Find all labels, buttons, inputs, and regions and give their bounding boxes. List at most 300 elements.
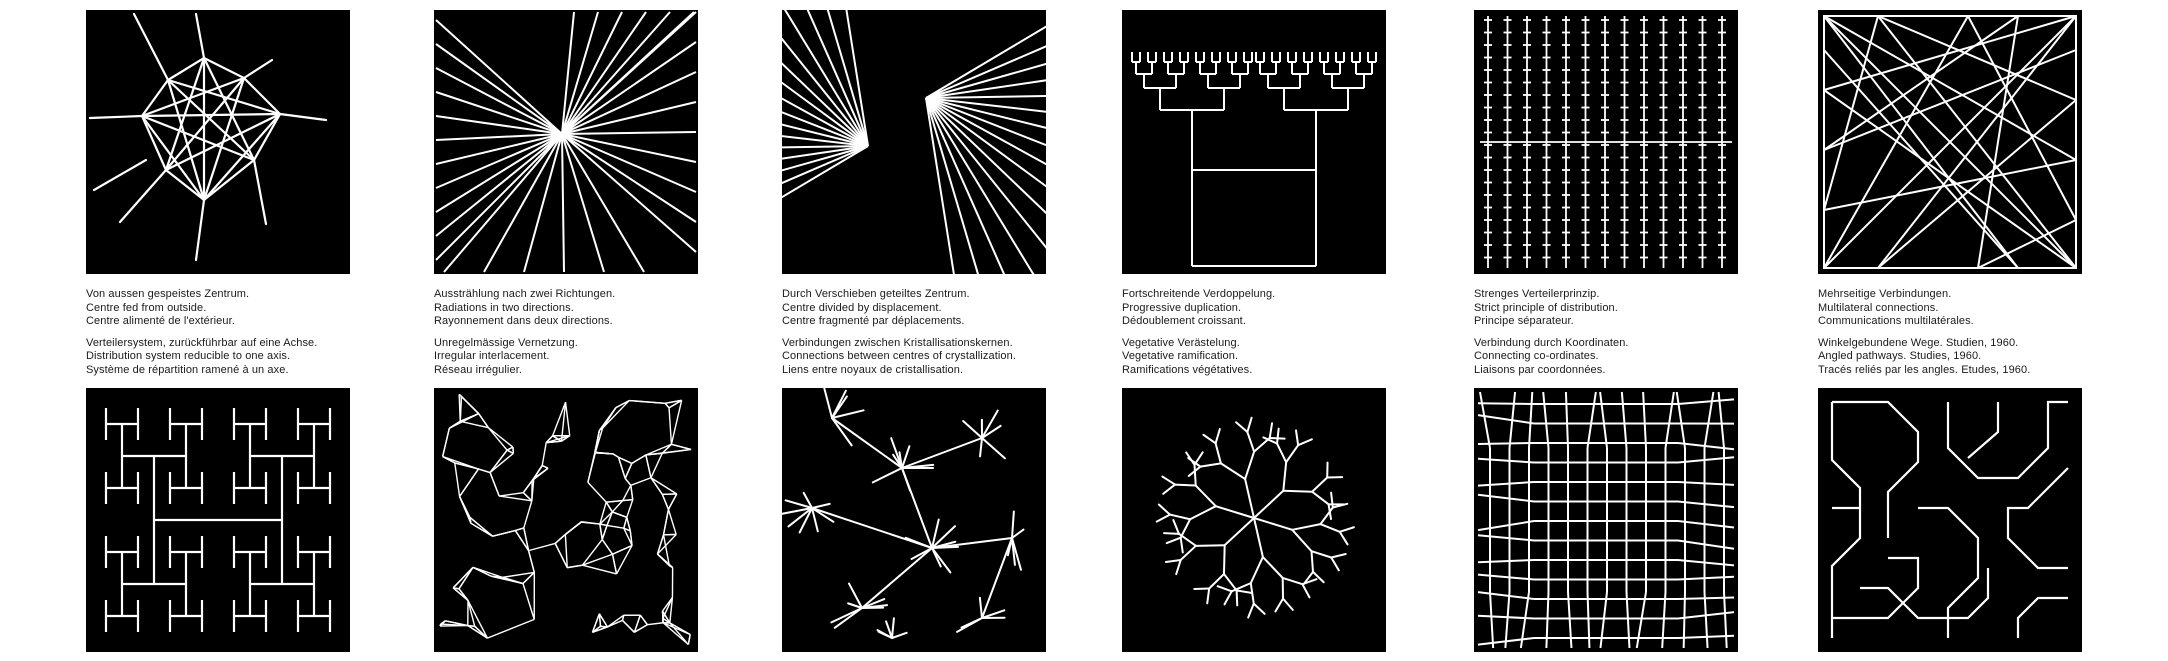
caption-line: Réseau irrégulier. [434, 363, 523, 376]
caption-line: Centre fed from outside. [86, 301, 207, 314]
net-line [625, 463, 632, 478]
ray-line [562, 132, 696, 134]
coord-line [1478, 482, 1534, 486]
ramification-line [1224, 574, 1237, 590]
net-line [612, 554, 616, 574]
coord-line [1478, 443, 1534, 444]
caption-col-4 [1122, 288, 1422, 377]
coord-line [1546, 592, 1548, 648]
caption-line: Multilateral connections. [1818, 301, 1939, 314]
net-line [623, 500, 633, 501]
caption-line: Centre alimenté de l'extérieur. [86, 315, 235, 327]
coord-line [1678, 597, 1734, 599]
caption-line: Ramifications végétatives. [1122, 363, 1253, 376]
ramification-line [1164, 533, 1179, 534]
net-line [627, 517, 631, 530]
angled-pathways-figure [1818, 388, 2082, 652]
net-line [622, 620, 634, 632]
coord-line [1678, 482, 1734, 485]
ray-line [562, 102, 696, 134]
ray-line [562, 134, 604, 272]
ramification-line [1237, 590, 1252, 592]
ramification-line [1196, 486, 1216, 507]
net-line [499, 493, 523, 496]
ramification-line [1329, 504, 1331, 519]
net-line [565, 522, 581, 535]
caption-line: Irregular interlacement. [434, 350, 550, 362]
crystal-ray [832, 418, 852, 445]
net-line [607, 525, 624, 528]
ramification-line [1237, 590, 1238, 605]
crystal-ray [892, 618, 894, 638]
crystal-ray [957, 618, 982, 632]
crystal-ray [873, 468, 902, 482]
ramification-line [1162, 477, 1175, 485]
net-line [600, 524, 607, 525]
net-line [631, 478, 651, 486]
coord-line [1478, 495, 1534, 502]
ray-line [562, 12, 694, 134]
coord-line [1588, 592, 1590, 648]
caption-line: Progressive duplication. [1122, 301, 1242, 314]
net-line [688, 634, 690, 644]
crystal-link [902, 468, 932, 548]
coord-line [1478, 403, 1534, 404]
ramification-line [1312, 492, 1328, 505]
net-line [671, 444, 691, 449]
crystal-link [832, 418, 902, 468]
coord-line [1505, 592, 1509, 648]
net-line [624, 517, 627, 528]
ray-line [782, 146, 868, 206]
panel-irregular-interlacement [434, 388, 698, 652]
net-line [468, 600, 475, 626]
net-line [602, 540, 612, 555]
coord-line [1627, 592, 1630, 648]
net-line [662, 494, 668, 509]
caption-line: Angled pathways. Studies, 1960. [1818, 350, 1982, 362]
coord-line [1678, 541, 1734, 549]
coord-line [1684, 592, 1685, 648]
panel-connecting-coordinates [1474, 388, 1738, 652]
ramification-line [1225, 518, 1254, 545]
ramification-line [1248, 604, 1254, 618]
ramification-line [1200, 463, 1220, 466]
net-line [453, 588, 459, 589]
ramification-line [1218, 586, 1232, 591]
ray-line [444, 134, 562, 272]
caption-line: Tracés reliés par les angles. Etudes, 1960. [1818, 363, 2031, 376]
net-line [507, 447, 513, 450]
ramification-line [1216, 443, 1221, 463]
ramification-line [1283, 599, 1293, 610]
coord-line [1724, 592, 1727, 648]
ramification-line [1170, 515, 1190, 520]
net-line [671, 400, 681, 444]
ray-line [562, 42, 696, 134]
crystal-ray [824, 389, 832, 418]
ramification-line [1245, 479, 1254, 518]
ramification-line [1209, 574, 1224, 589]
net-line [473, 567, 491, 576]
crystal-ray [963, 421, 982, 438]
coord-line [1662, 592, 1665, 648]
net-line [665, 403, 669, 407]
ray-line [436, 134, 562, 188]
strict-distribution-figure [1474, 10, 1738, 274]
net-line [651, 478, 662, 495]
net-line [529, 551, 535, 573]
panel-centre-divided-by-displacement [782, 10, 1046, 274]
coord-line [1705, 592, 1708, 648]
multilateral-figure [1818, 10, 2082, 274]
crystal-ray [812, 504, 830, 508]
ramification-line [1216, 429, 1220, 443]
centre-fed-figure [86, 10, 350, 274]
coordinates-figure [1474, 388, 1738, 652]
caption-col-3 [782, 288, 1082, 377]
ramification-line [1196, 545, 1225, 546]
coord-line [1637, 592, 1646, 648]
net-line [623, 485, 631, 500]
net-line [478, 469, 490, 473]
ramification-line [1331, 554, 1346, 558]
ramification-line [1320, 524, 1339, 532]
net-line [613, 454, 618, 457]
ramification-line [1298, 439, 1312, 445]
net-line [566, 402, 570, 435]
net-line [460, 414, 478, 422]
coord-line [1666, 392, 1674, 448]
coord-line [1478, 459, 1534, 463]
ramification-line [1181, 538, 1183, 553]
coord-line [1600, 392, 1607, 448]
duplication-figure [1122, 10, 1386, 274]
caption-col-6 [1818, 288, 2118, 377]
ray-line [562, 72, 696, 134]
crystal-ray [980, 598, 982, 618]
net-line [603, 401, 630, 429]
ramification-line [1292, 524, 1320, 530]
ramification-line [1296, 430, 1298, 445]
net-line [627, 500, 633, 518]
net-line [542, 465, 548, 468]
ray-line [562, 134, 644, 272]
net-line [612, 501, 622, 512]
ramification-line [1166, 560, 1181, 562]
ramification-line [1275, 599, 1283, 612]
ramification-line [1224, 545, 1225, 574]
net-line [663, 623, 690, 635]
coord-line [1478, 575, 1534, 580]
net-line [625, 478, 631, 485]
caption-line: Système de répartition ramené à un axe. [86, 363, 289, 376]
ramification-figure [1122, 388, 1386, 652]
caption-line: Liaisons par coordonnées. [1474, 363, 1606, 376]
crystal-link [862, 548, 932, 608]
coord-line [1543, 392, 1548, 448]
ramification-line [1254, 518, 1292, 530]
ramification-line [1312, 478, 1327, 492]
ray-line [562, 12, 646, 134]
panel-multilateral-connections [1818, 10, 2082, 274]
caption-line: Winkelgebundene Wege. Studien, 1960. [1818, 336, 2019, 349]
caption-line: Verbindungen zwischen Kristallisationskernen. [782, 336, 1013, 349]
ramification-line [1340, 532, 1348, 545]
caption-line: Verbindung durch Koordinaten. [1474, 336, 1629, 349]
net-line [606, 501, 623, 503]
net-line [629, 401, 665, 404]
ramification-line [1225, 591, 1232, 604]
panel-vegetative-ramification [1122, 388, 1386, 652]
displacement-figure [782, 10, 1046, 274]
ramification-line [1263, 557, 1283, 578]
net-line [459, 567, 473, 588]
coord-line [1478, 521, 1534, 530]
ramification-line [1190, 506, 1216, 519]
coord-line [1678, 457, 1734, 462]
caption-line: Strenges Verteilerprinzip. [1474, 288, 1600, 300]
coord-line [1566, 392, 1568, 448]
coord-line [1490, 592, 1493, 648]
ray-line [436, 44, 562, 134]
ray-line [436, 134, 562, 260]
net-line [515, 528, 524, 531]
net-line [617, 545, 632, 573]
net-line [612, 512, 626, 517]
ramification-line [1277, 444, 1286, 463]
ramification-line [1311, 551, 1331, 557]
ramification-line [1175, 485, 1196, 486]
ramification-line [1207, 589, 1209, 604]
caption-line: Ausstrählung nach zwei Richtungen. [434, 288, 616, 300]
net-line [588, 482, 606, 502]
ramification-line [1203, 435, 1215, 444]
net-line [647, 623, 663, 625]
net-line [493, 531, 516, 537]
ramification-line [1216, 506, 1254, 518]
net-line [668, 494, 676, 509]
ramification-line [1292, 530, 1311, 551]
caption-line: Mehrseitige Verbindungen. [1818, 288, 1952, 300]
caption-line: Connecting co-ordinates. [1474, 350, 1599, 362]
coord-line [1678, 399, 1734, 404]
net-line [651, 478, 677, 494]
ramification-line [1283, 491, 1312, 492]
ray-line [782, 10, 868, 146]
net-line [602, 525, 607, 539]
net-line [523, 584, 534, 620]
ramification-line [1236, 422, 1247, 432]
coord-line [1529, 392, 1532, 448]
panel-progressive-duplication [1122, 10, 1386, 274]
ray-line [562, 12, 670, 134]
ray-line [484, 134, 562, 272]
panel-radiations-two-directions [434, 10, 698, 274]
ramification-line [1311, 551, 1312, 572]
coord-line [1678, 502, 1734, 508]
ramification-line [1221, 463, 1245, 479]
caption-col-1 [86, 288, 386, 377]
crystal-link [812, 508, 932, 548]
net-line [470, 517, 493, 536]
caption-line: Von aussen gespeistes Zentrum. [86, 288, 250, 300]
net-line [640, 615, 647, 625]
net-line [632, 455, 646, 463]
ramification-line [1302, 584, 1309, 597]
net-line [542, 443, 546, 466]
caption-line: Centre fragmenté par déplacements. [782, 315, 965, 327]
coord-line [1677, 392, 1685, 448]
caption-line: Verteilersystem, zurückführbar auf eine Achse. [86, 336, 318, 349]
net-line [646, 455, 651, 478]
ramification-line [1277, 429, 1279, 444]
ray-line [562, 134, 696, 192]
net-line [603, 408, 616, 429]
net-line [582, 565, 616, 574]
ramification-line [1245, 452, 1254, 479]
net-line [595, 453, 614, 454]
coord-line [1478, 560, 1534, 562]
net-line [461, 396, 478, 413]
net-line [487, 619, 534, 638]
ramification-line [1286, 445, 1298, 462]
net-line [668, 509, 676, 534]
ray-line [562, 134, 564, 272]
panel-strict-distribution [1474, 10, 1738, 274]
coord-line [1678, 521, 1734, 528]
ramification-line [1254, 518, 1263, 557]
net-line [631, 485, 633, 499]
net-line [455, 463, 460, 497]
ray-line [782, 146, 868, 258]
ramification-line [1251, 557, 1263, 583]
ramification-line [1181, 519, 1190, 537]
ramification-line [1163, 485, 1175, 494]
caption-line: Communications multilatérales. [1818, 315, 1974, 327]
ray-line [562, 134, 696, 252]
panel-distribution-one-axis [86, 388, 350, 652]
panel-centre-fed-from-outside [86, 10, 350, 274]
net-line [507, 450, 513, 453]
ramification-line [1254, 604, 1265, 614]
coord-line [1588, 392, 1596, 448]
ramification-line [1247, 418, 1251, 432]
ray-line [926, 98, 1040, 274]
net-line [449, 421, 460, 428]
caption-line: Connections between centres of crystallization. [782, 350, 1016, 362]
coord-line [1478, 535, 1534, 540]
irregular-net-figure [434, 388, 698, 652]
coord-line [1478, 592, 1534, 599]
net-line [651, 453, 662, 477]
crystal-figure [782, 388, 1046, 652]
net-line [453, 567, 473, 588]
radiations-figure [434, 10, 698, 274]
net-line [460, 469, 479, 497]
net-line [460, 396, 461, 421]
caption-line: Fortschreitende Verdoppelung. [1122, 288, 1276, 300]
crystal-ray [980, 438, 982, 456]
caption-col-5 [1474, 288, 1774, 377]
net-line [669, 566, 672, 568]
caption-line: Liens entre noyaux de cristallisation. [782, 363, 964, 376]
caption-col-2 [434, 288, 734, 377]
coord-line [1480, 392, 1490, 448]
net-line [529, 543, 556, 550]
net-line [555, 534, 565, 543]
ramification-line [1173, 520, 1179, 534]
caption-line: Distribution system reducible to one axis. [86, 350, 291, 362]
ramification-line [1195, 465, 1196, 486]
caption-line: Unregelmässige Vernetzung. [434, 336, 578, 349]
ramification-line [1283, 462, 1286, 491]
caption-line: Vegetative ramification. [1122, 350, 1239, 362]
coord-line [1678, 577, 1734, 580]
coord-line [1568, 592, 1571, 648]
crystal-link [982, 538, 1012, 618]
ramification-line [1283, 578, 1303, 584]
crystal-link [902, 438, 982, 468]
crystal-ray [1012, 511, 1014, 538]
coord-line [1678, 560, 1734, 565]
net-line [600, 524, 602, 539]
crystal-ray [892, 633, 907, 638]
caption-line: Radiations in two directions. [434, 301, 574, 314]
net-line [664, 509, 669, 534]
caption-line: Centre divided by displacement. [782, 301, 942, 314]
crystal-ray [1012, 530, 1023, 538]
ramification-line [1167, 538, 1181, 543]
ramification-line [1331, 558, 1339, 571]
net-line [565, 534, 567, 567]
net-line [443, 428, 450, 456]
coord-line [1643, 392, 1646, 448]
net-line [588, 452, 596, 482]
caption-line: Dédoublement croissant. [1122, 315, 1246, 327]
crystal-ray [832, 391, 846, 418]
caption-line: Vegetative Verästelung. [1122, 336, 1240, 349]
ray-line [926, 11, 1046, 98]
ramification-line [1157, 515, 1170, 522]
net-line [524, 501, 532, 528]
net-line [490, 473, 499, 496]
caption-line: Strict principle of distribution. [1474, 301, 1618, 314]
crystal-ray [982, 438, 1005, 458]
ramification-line [1159, 505, 1170, 515]
net-line [443, 457, 479, 469]
caption-line: Durch Verschieben geteiltes Zentrum. [782, 288, 970, 300]
net-line [567, 565, 582, 567]
net-line [669, 408, 671, 444]
coord-line [1622, 392, 1627, 448]
ray-line [436, 92, 562, 134]
net-line [460, 497, 470, 518]
crystal-link [932, 538, 1012, 548]
panel-crystallization-centres [782, 388, 1046, 652]
ramification-line [1247, 432, 1254, 452]
coord-line [1600, 592, 1607, 648]
ramification-line [1340, 527, 1354, 532]
net-line [606, 502, 612, 512]
caption-line: Rayonnement dans deux directions. [434, 315, 613, 327]
panel-angled-pathways [1818, 388, 2082, 652]
caption-line: Principe séparateur. [1474, 315, 1574, 327]
ramification-line [1254, 491, 1283, 518]
net-line [488, 428, 513, 447]
net-line [488, 428, 507, 450]
ramification-line [1270, 423, 1272, 438]
